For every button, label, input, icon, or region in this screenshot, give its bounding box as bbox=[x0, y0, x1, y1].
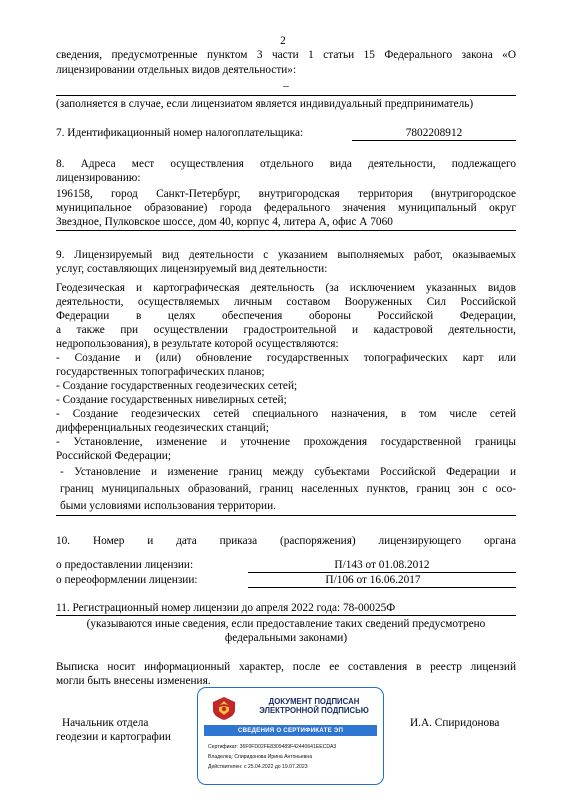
activity-line: Геодезическая и картографическая деятельность (за исключением указанных видов bbox=[56, 282, 516, 294]
activity-title-line-2: услуг, составляющих лицензируемый вид деятельности: bbox=[56, 263, 328, 275]
activity-title-line-1: 9. Лицензируемый вид деятельности с указанием выполняемых работ, оказываемых bbox=[56, 249, 516, 261]
activity-line: - Установление и изменение границ между субъектами Российской Федерации и bbox=[60, 466, 516, 478]
activity-line: дифференциальных геодезических станций; bbox=[56, 422, 269, 434]
inn-label: 7. Идентификационный номер налогоплательщика: bbox=[56, 127, 304, 139]
stamp-owner: Владелец: Спиридонова Ирина Антоньевна bbox=[208, 754, 313, 760]
stamp-certificate: Сертификат: 36F0FD02FE8309489F42440641EECDA3 bbox=[208, 744, 337, 750]
activity-line: Российской Федерации; bbox=[56, 450, 171, 462]
reg-note-line-2: федеральными законами) bbox=[224, 632, 348, 644]
activity-line: а также при осуществлении градостроительной и кадастровой деятельности, bbox=[56, 324, 516, 336]
inn-underline bbox=[352, 140, 516, 141]
address-line-3: Звездное, Пулковское шоссе, дом 40, корпус 4, литера А, офис А 7060 bbox=[56, 216, 393, 228]
grant-value: П/143 от 01.08.2012 bbox=[334, 559, 430, 571]
disclaimer-line-1: Выписка носит информационный характер, после ее составления в реестр лицензий bbox=[56, 661, 516, 673]
rosreestr-emblem-icon bbox=[209, 695, 239, 721]
addresses-underline bbox=[56, 230, 516, 231]
address-line-1: 196158, город Санкт-Петербург, внутригородская территория (внутригородское bbox=[56, 188, 516, 200]
activity-line: государственных топографических планов; bbox=[56, 366, 265, 378]
disclaimer-line-2: могли быть внесены изменения. bbox=[56, 675, 211, 687]
activity-line: - Создание геодезических сетей специального назначения, в том числе сетей bbox=[56, 408, 516, 420]
activity-underline bbox=[56, 515, 516, 516]
stamp-title-line-2: ЭЛЕКТРОННОЙ ПОДПИСЬЮ bbox=[259, 706, 369, 715]
activity-line: - Создание государственных нивелирных сетей; bbox=[56, 394, 287, 406]
ip-info-note: (заполняется в случае, если лицензиатом является индивидуальный предприниматель) bbox=[56, 98, 474, 110]
activity-line: границ муниципальных образований, границ населенных пунктов, границ зон с осо- bbox=[60, 483, 516, 495]
activity-line: - Создание государственных геодезических сетей; bbox=[56, 380, 298, 392]
order-title: 10. Номер и дата приказа (распоряжения) лицензирующего органа bbox=[56, 535, 516, 547]
signer-name: И.А. Спиридонова bbox=[410, 717, 500, 729]
page-number: 2 bbox=[280, 35, 286, 47]
activity-line: быми условиями использования территории. bbox=[60, 500, 276, 512]
electronic-signature-stamp bbox=[197, 687, 384, 785]
reissue-label: о переоформлении лицензии: bbox=[56, 574, 198, 586]
stamp-title-line-1: ДОКУМЕНТ ПОДПИСАН bbox=[268, 697, 360, 706]
stamp-certificate-bar: СВЕДЕНИЯ О СЕРТИФИКАТЕ ЭП bbox=[204, 725, 377, 736]
activity-line: деятельности, осуществляемых личным составом Вооруженных Сил Российской bbox=[56, 296, 516, 308]
activity-line: недропользования), в результате которой осуществляются: bbox=[56, 338, 339, 350]
reissue-underline bbox=[248, 587, 516, 588]
stamp-validity: Действителен: с 25.04.2022 до 19.07.2023 bbox=[208, 764, 308, 770]
activity-line: - Создание и (или) обновление государственных топографических карт или bbox=[56, 352, 516, 364]
signer-position-line-1: Начальник отдела bbox=[62, 717, 149, 729]
activity-line: - Установление, изменение и уточнение прохождения государственной границы bbox=[56, 436, 516, 448]
addresses-title-line-1: 8. Адреса мест осуществления отдельного вида деятельности, подлежащего bbox=[56, 158, 516, 170]
ip-info-line-1: сведения, предусмотренные пунктом 3 части 1 статьи 15 Федерального закона «О bbox=[56, 49, 516, 61]
ip-info-underline bbox=[56, 95, 516, 96]
ip-info-line-2: лицензировании отдельных видов деятельности»: bbox=[56, 64, 297, 76]
reissue-value: П/106 от 16.06.2017 bbox=[325, 574, 421, 586]
addresses-title-line-2: лицензированию: bbox=[56, 172, 141, 184]
reg-number: 11. Регистрационный номер лицензии до апреля 2022 года: 78-00025Ф bbox=[56, 602, 396, 614]
ip-info-value: – bbox=[283, 80, 289, 92]
stamp-title bbox=[250, 697, 378, 715]
signer-position-line-2: геодезии и картографии bbox=[56, 731, 171, 743]
activity-line: Федерации в целях обеспечения обороны Российской Федерации, bbox=[56, 310, 516, 322]
inn-value: 7802208912 bbox=[405, 127, 463, 139]
grant-label: о предоставлении лицензии: bbox=[56, 559, 194, 571]
address-line-2: муниципальное образование) города федерального значения муниципальный округ bbox=[56, 202, 516, 214]
reg-number-underline bbox=[56, 615, 516, 616]
reg-note-line-1: (указываются иные сведения, если предоставление таких сведений предусмотрено bbox=[86, 618, 486, 630]
